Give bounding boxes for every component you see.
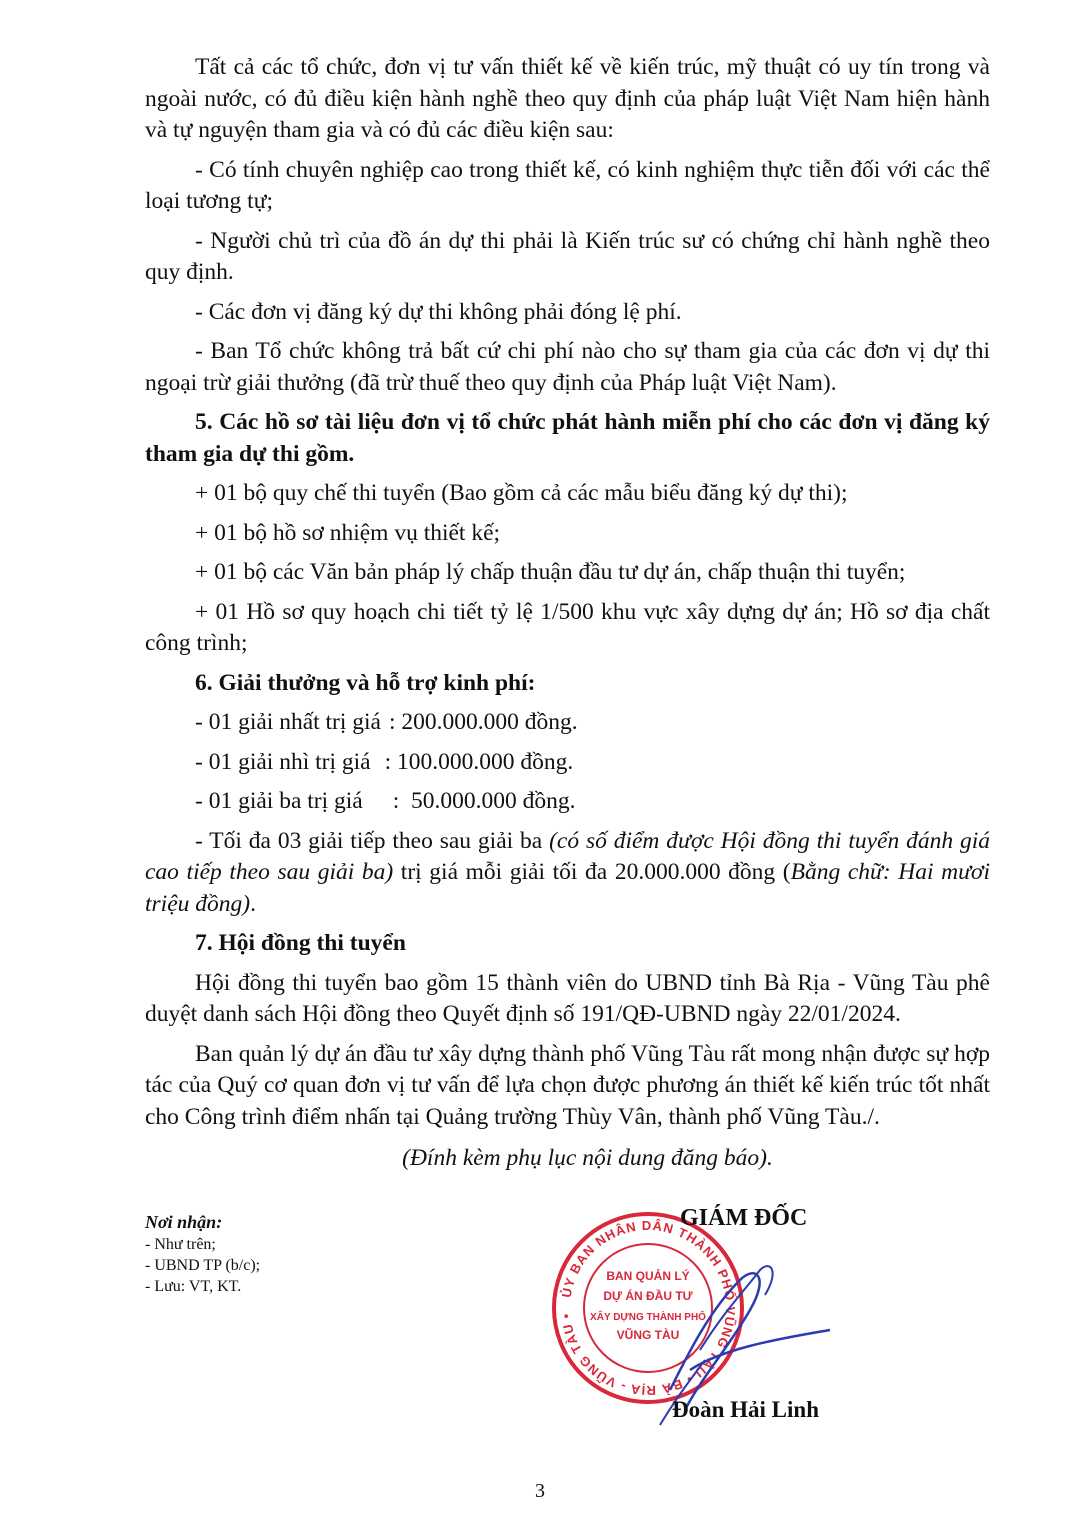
condition-item: - Có tính chuyên nghiệp cao trong thiết kế, có kinh nghiệm thực tiễn đối với các thể loại tương tự;	[145, 156, 990, 214]
condition-item: - Người chủ trì của đồ án dự thi phải là Kiến trúc sư có chứng chỉ hành nghề theo quy định.	[145, 227, 990, 285]
recipient-item: - Lưu: VT, KT.	[145, 1278, 242, 1295]
prize-label: - 01 giải nhất trị giá	[195, 709, 381, 735]
page-number: 3	[535, 1480, 545, 1502]
prize-label: - 01 giải ba trị giá	[195, 788, 363, 814]
signer-title: GIÁM ĐỐC	[680, 1205, 808, 1231]
extra-prize-note: (có số điểm được Hội đồng thi tuyển đánh giá cao tiếp theo sau giải ba)	[145, 827, 990, 885]
prize-value: : 100.000.000 đồng.	[384, 748, 574, 775]
prize-value: : 200.000.000 đồng.	[389, 709, 578, 735]
section-7-heading: 7. Hội đồng thi tuyển	[195, 930, 406, 956]
recipient-item: - Như trên;	[145, 1236, 216, 1253]
closing-paragraph: Ban quản lý dự án đầu tư xây dựng thành phố Vũng Tàu rất mong nhận được sự hợp tác của Quý cơ quan đơn vị tư vấn để lựa chọn được phương án thiết kế kiến trúc tốt nhất cho Công trình điểm nhấn tại Quảng trường Thùy Vân, thành phố Vũng Tàu./.	[145, 1040, 990, 1130]
section-6-heading: 6. Giải thưởng và hỗ trợ kinh phí:	[195, 669, 536, 696]
extra-prize-text: - Tối đa 03 giải tiếp theo sau giải ba	[195, 827, 550, 854]
document-list-item: + 01 bộ hồ sơ nhiệm vụ thiết kế;	[195, 519, 501, 546]
seal-line: XÂY DỰNG THÀNH PHỐ	[590, 1312, 706, 1323]
prize-label: - 01 giải nhì trị giá	[195, 748, 371, 775]
section-5-heading: 5. Các hồ sơ tài liệu đơn vị tổ chức phát hành miễn phí cho các đơn vị đăng ký tham gia dự thi gồm.	[145, 409, 990, 467]
prize-row	[145, 747, 990, 779]
recipients-title: Nơi nhận:	[145, 1212, 223, 1232]
eligibility-paragraph: Tất cả các tổ chức, đơn vị tư vấn thiết kế về kiến trúc, mỹ thuật có uy tín trong và ngoài nước, có đủ điều kiện hành nghề theo quy định của pháp luật Việt Nam hiện hành và tự nguyện tham gia và có đủ các điều kiện sau:	[145, 54, 990, 143]
attachment-note: (Đính kèm phụ lục nội dung đăng báo).	[402, 1145, 773, 1171]
extra-prize-paragraph	[145, 826, 990, 921]
condition-item: - Ban Tổ chức không trả bất cứ chi phí nào cho sự tham gia của các đơn vị dự thi ngoại trừ giải thưởng (đã trừ thuế theo quy định của Pháp luật Việt Nam).	[145, 338, 990, 396]
recipients-block	[145, 1210, 260, 1297]
document-body	[145, 52, 990, 1175]
council-paragraph: Hội đồng thi tuyển bao gồm 15 thành viên do UBND tỉnh Bà Rịa - Vũng Tàu phê duyệt danh sách Hội đồng theo Quyết định số 191/QĐ-UBND ngày 22/01/2024.	[145, 969, 990, 1027]
document-list-item: + 01 bộ quy chế thi tuyển (Bao gồm cả các mẫu biểu đăng ký dự thi);	[195, 480, 848, 506]
recipient-item: - UBND TP (b/c);	[145, 1257, 261, 1274]
document-list-item: + 01 Hồ sơ quy hoạch chi tiết tỷ lệ 1/500 khu vực xây dựng dự án; Hồ sơ địa chất công trình;	[145, 598, 990, 656]
extra-prize-text: .	[250, 890, 256, 917]
prize-row	[145, 786, 990, 818]
seal-line: BAN QUẢN LÝ	[606, 1269, 690, 1283]
signer-name: Đoàn Hải Linh	[672, 1397, 819, 1422]
prize-value: : 50.000.000 đồng.	[392, 788, 576, 814]
seal-ring-text: ỦY BAN NHÂN DÂN THÀNH PHỐ VŨNG TÀU • BÀ RỊA - VŨNG TÀU •	[558, 1217, 739, 1399]
condition-item: - Các đơn vị đăng ký dự thi không phải đóng lệ phí.	[195, 298, 682, 325]
prize-row	[145, 707, 990, 739]
seal-line: DỰ ÁN ĐẦU TƯ	[603, 1289, 693, 1303]
seal-line: VŨNG TÀU	[616, 1328, 680, 1342]
document-list-item: + 01 bộ các Văn bản pháp lý chấp thuận đầu tư dự án, chấp thuận thi tuyển;	[195, 559, 906, 585]
extra-prize-words: Bằng chữ: Hai mươi triệu đồng)	[145, 859, 990, 917]
extra-prize-text: trị giá mỗi giải tối đa 20.000.000 đồng (	[393, 859, 791, 885]
